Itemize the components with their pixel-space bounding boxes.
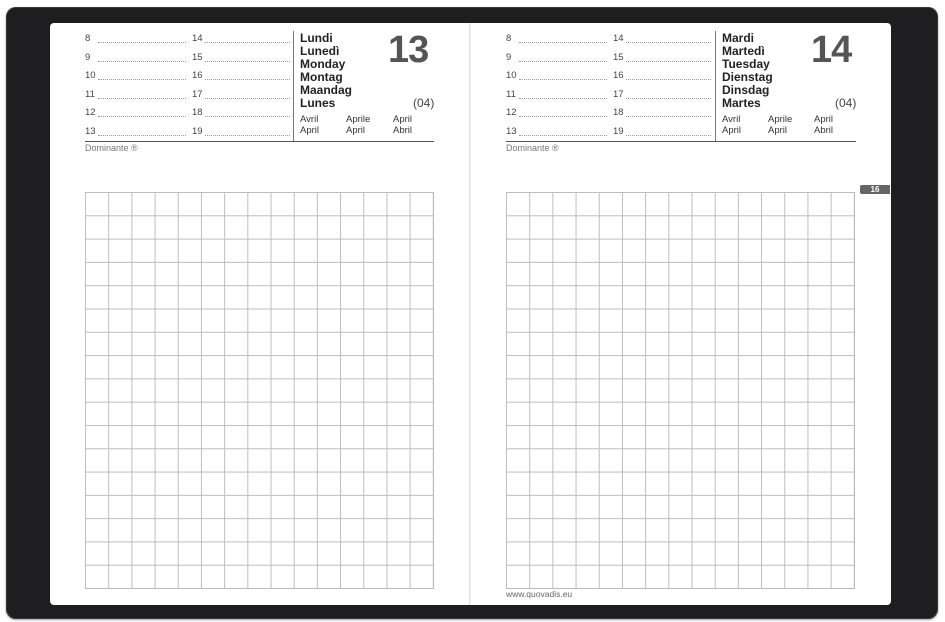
hour-label: 19 — [192, 125, 203, 137]
month-name: Aprile — [346, 114, 371, 125]
day-number: 13 — [388, 29, 429, 71]
day-number: 14 — [811, 29, 852, 71]
writing-line — [98, 61, 186, 62]
writing-line — [205, 42, 290, 43]
month-name: Avril — [300, 114, 319, 125]
week-number: (04) — [835, 96, 857, 110]
hour-label: 19 — [613, 125, 624, 137]
day-name: Lundi — [300, 31, 333, 45]
hour-label: 9 — [85, 51, 91, 63]
brand-label: Dominante ® — [85, 143, 138, 153]
hour-label: 12 — [85, 107, 96, 119]
month-name: April — [722, 125, 742, 136]
month-name: April — [300, 125, 320, 136]
hour-label: 8 — [85, 33, 91, 44]
header-divider — [293, 31, 294, 141]
hour-label: 18 — [613, 107, 624, 119]
writing-line — [519, 135, 607, 136]
writing-line — [98, 98, 186, 99]
writing-line — [98, 79, 186, 80]
day-names — [300, 32, 352, 110]
writing-line — [205, 79, 290, 80]
hour-label: 11 — [85, 88, 95, 100]
month-name: Aprile — [768, 114, 793, 125]
hour-label: 17 — [613, 88, 624, 100]
hour-label: 12 — [506, 107, 517, 119]
hour-label: 16 — [192, 70, 203, 82]
day-name: Tuesday — [722, 57, 770, 71]
hour-label: 10 — [506, 70, 517, 82]
writing-line — [519, 116, 607, 117]
writing-line — [519, 98, 607, 99]
hour-label: 11 — [506, 88, 516, 100]
header-rule — [85, 141, 434, 142]
hour-label: 18 — [192, 107, 203, 119]
brand-label: Dominante ® — [506, 143, 559, 153]
page-tab[interactable]: 16 — [860, 185, 890, 194]
month-name: April — [814, 114, 834, 125]
writing-line — [98, 135, 186, 136]
month-name: April — [346, 125, 366, 136]
writing-line — [626, 79, 711, 80]
month-name: April — [393, 114, 413, 125]
right-page — [471, 23, 891, 605]
day-name: Mardi — [722, 31, 755, 45]
day-name: Lunedì — [300, 44, 340, 58]
header-rule — [506, 141, 856, 142]
writing-line — [205, 135, 290, 136]
hour-label: 15 — [613, 51, 624, 63]
writing-line — [519, 61, 607, 62]
hour-label: 9 — [506, 51, 512, 63]
hour-label: 14 — [192, 33, 203, 44]
month-name: Avril — [722, 114, 741, 125]
writing-line — [205, 116, 290, 117]
day-name: Dienstag — [722, 70, 773, 84]
hour-label: 15 — [192, 51, 203, 63]
day-name: Monday — [300, 57, 346, 71]
notes-grid[interactable] — [506, 192, 855, 589]
day-name: Martedì — [722, 44, 765, 58]
writing-line — [98, 116, 186, 117]
writing-line — [626, 98, 711, 99]
hour-label: 8 — [506, 33, 512, 44]
writing-line — [98, 42, 186, 43]
month-name: Abril — [814, 125, 834, 136]
day-name: Martes — [722, 96, 761, 110]
month-name: April — [768, 125, 788, 136]
writing-line — [205, 61, 290, 62]
hour-label: 13 — [85, 125, 96, 137]
website-url: www.quovadis.eu — [506, 589, 573, 599]
writing-line — [519, 42, 607, 43]
day-name: Maandag — [300, 83, 353, 97]
hour-label: 10 — [85, 70, 96, 82]
writing-line — [626, 135, 711, 136]
hour-label: 16 — [613, 70, 624, 82]
day-name: Montag — [300, 70, 343, 84]
week-number: (04) — [413, 96, 435, 110]
writing-line — [519, 79, 607, 80]
header-divider — [715, 31, 716, 141]
left-page — [50, 23, 470, 605]
hour-label: 13 — [506, 125, 517, 137]
writing-line — [626, 42, 711, 43]
writing-line — [626, 116, 711, 117]
month-name: Abril — [393, 125, 413, 136]
day-name: Lunes — [300, 96, 336, 110]
notes-grid[interactable] — [85, 192, 434, 589]
day-names — [722, 32, 773, 110]
day-name: Dinsdag — [722, 83, 770, 97]
hour-label: 17 — [192, 88, 203, 100]
writing-line — [626, 61, 711, 62]
hour-label: 14 — [613, 33, 624, 44]
writing-line — [205, 98, 290, 99]
